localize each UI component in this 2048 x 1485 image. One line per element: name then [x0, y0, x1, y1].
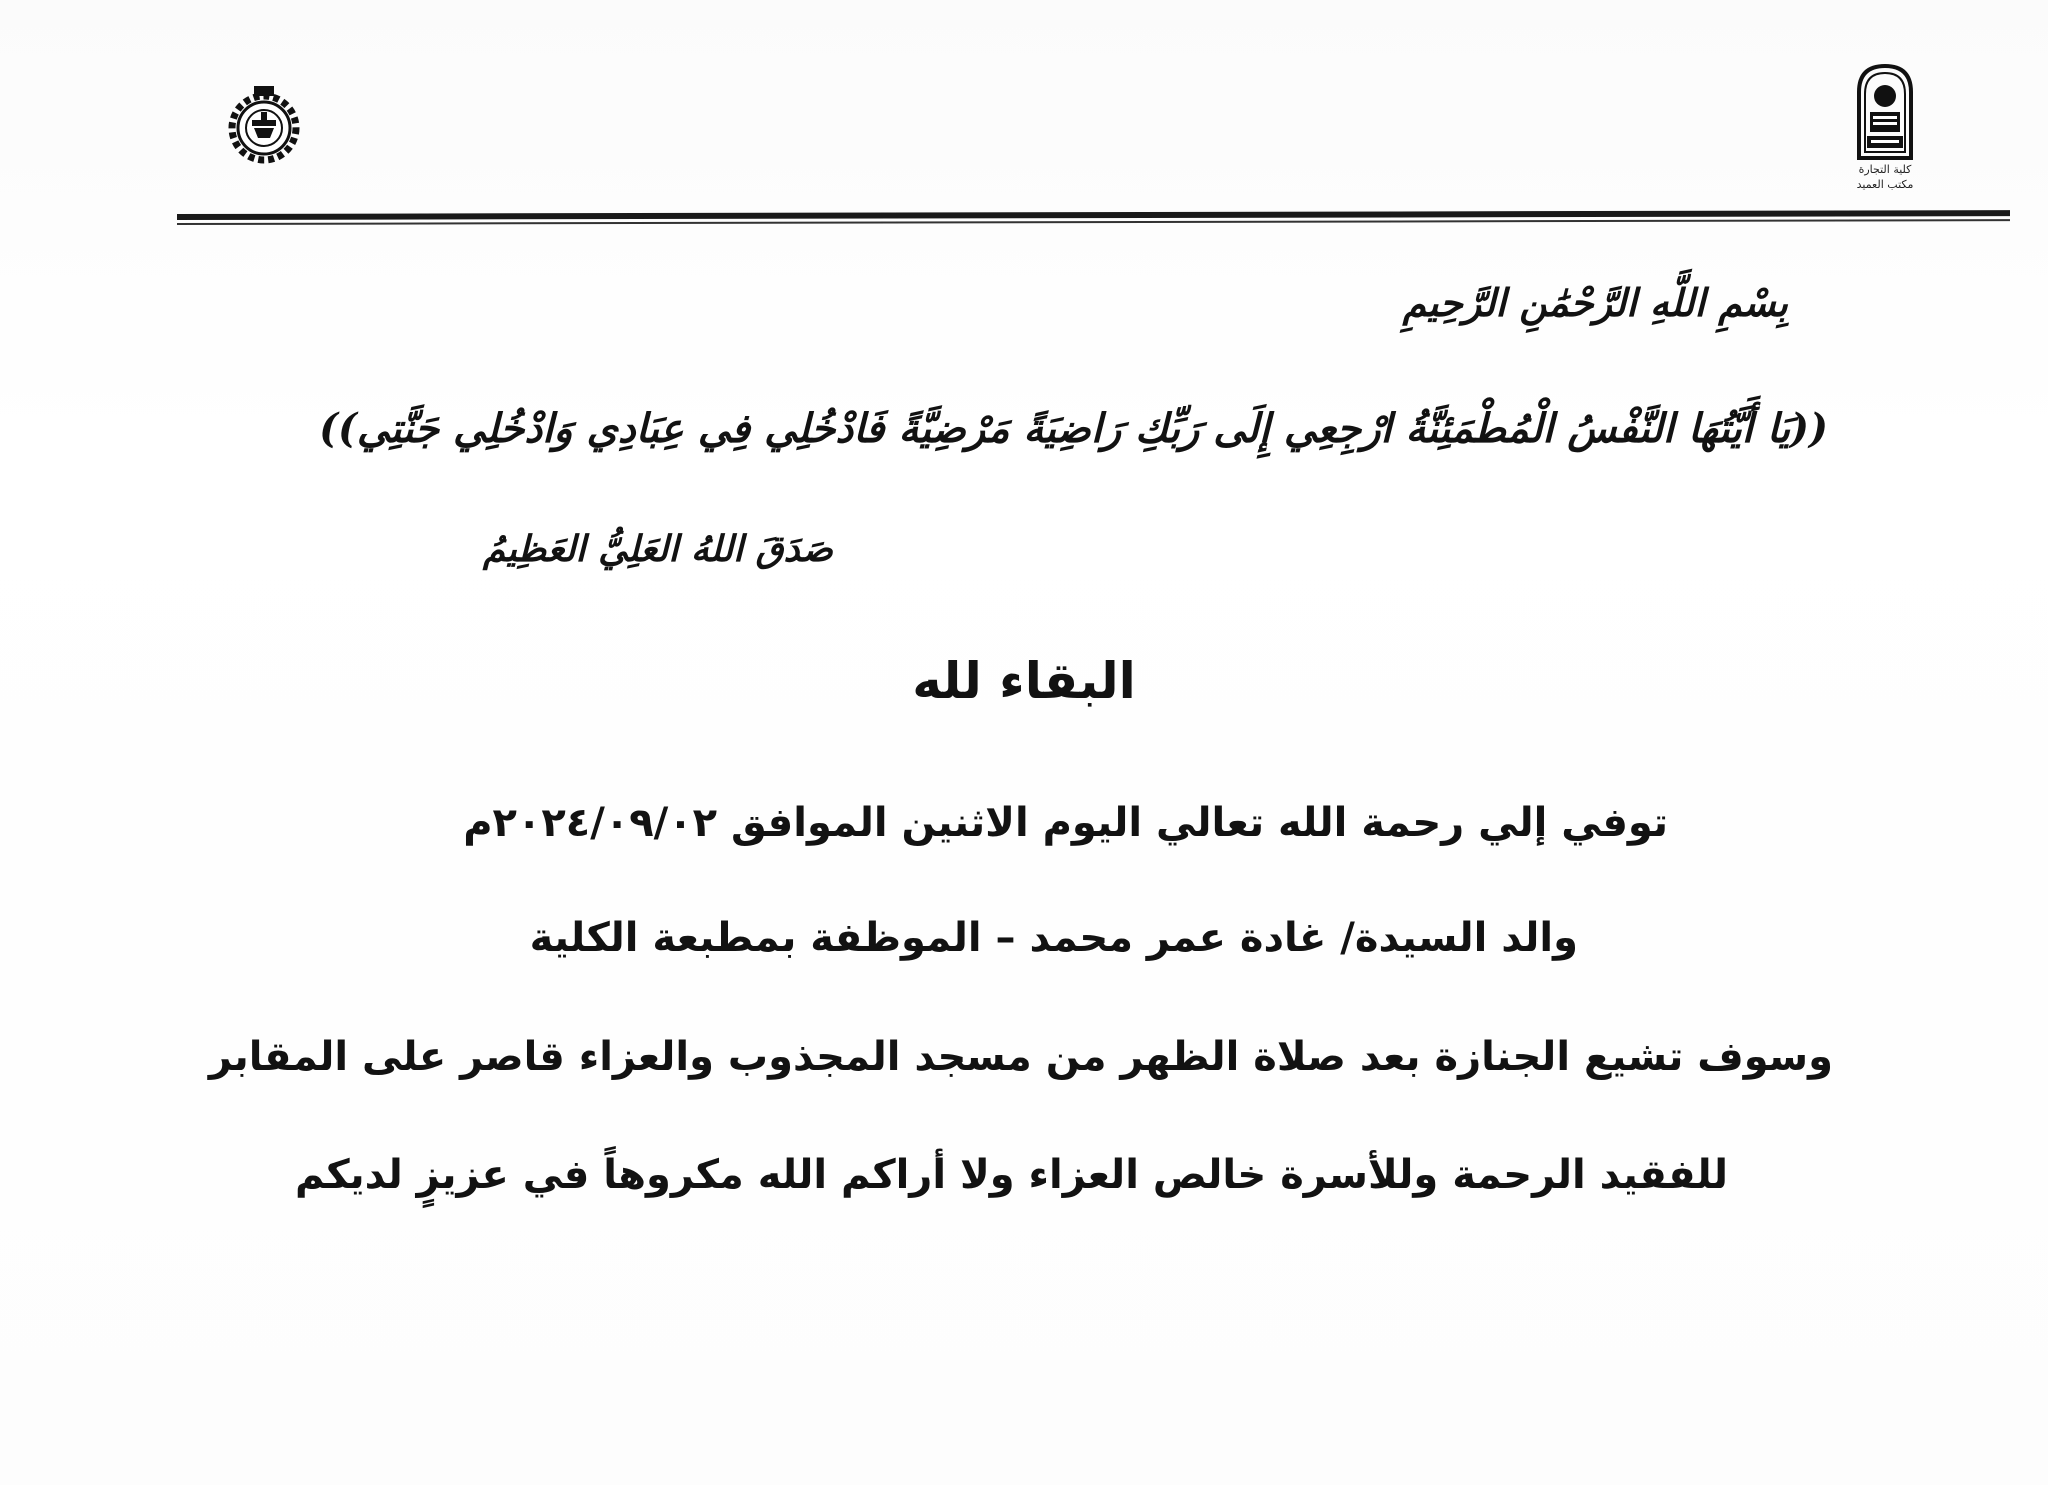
death-notice-line: توفي إلي رحمة الله تعالي اليوم الاثنين الموافق ٢٠٢٤/٠٩/٠٢م — [463, 800, 1668, 846]
university-logo — [218, 86, 310, 166]
header-divider-thin — [177, 219, 2010, 225]
faculty-emblem-icon — [1853, 62, 1917, 162]
page-title: البقاء لله — [912, 652, 1136, 710]
sadaq-allah: صَدَقَ اللهُ العَلِيُّ العَظِيمُ — [482, 528, 833, 570]
header-divider-thick — [177, 210, 2010, 220]
relative-line: والد السيدة/ غادة عمر محمد – الموظفة بمطبعة الكلية — [529, 915, 1578, 961]
faculty-logo — [1840, 62, 1930, 212]
logo-caption-faculty: كلية التجارة — [1858, 163, 1912, 176]
gear-emblem-icon — [218, 86, 310, 166]
funeral-details-line: وسوف تشيع الجنازة بعد صلاة الظهر من مسجد المجذوب والعزاء قاصر على المقابر — [208, 1034, 1833, 1080]
basmala: بِسْمِ اللَّهِ الرَّحْمَٰنِ الرَّحِيمِ — [1402, 280, 1788, 325]
condolence-line: للفقيد الرحمة وللأسرة خالص العزاء ولا أراكم الله مكروهاً في عزيزٍ لديكم — [294, 1152, 1728, 1198]
quran-verse: ((يَا أَيَّتُهَا النَّفْسُ الْمُطْمَئِنَّةُ ارْجِعِي إِلَى رَبِّكِ رَاضِيَةً مَرْضِيَّةً فَادْخُلِي فِي عِبَادِي وَادْخُلِي جَنَّتِي)) — [319, 405, 1828, 452]
logo-caption-dean-office: مكتب العميد — [1856, 178, 1914, 191]
